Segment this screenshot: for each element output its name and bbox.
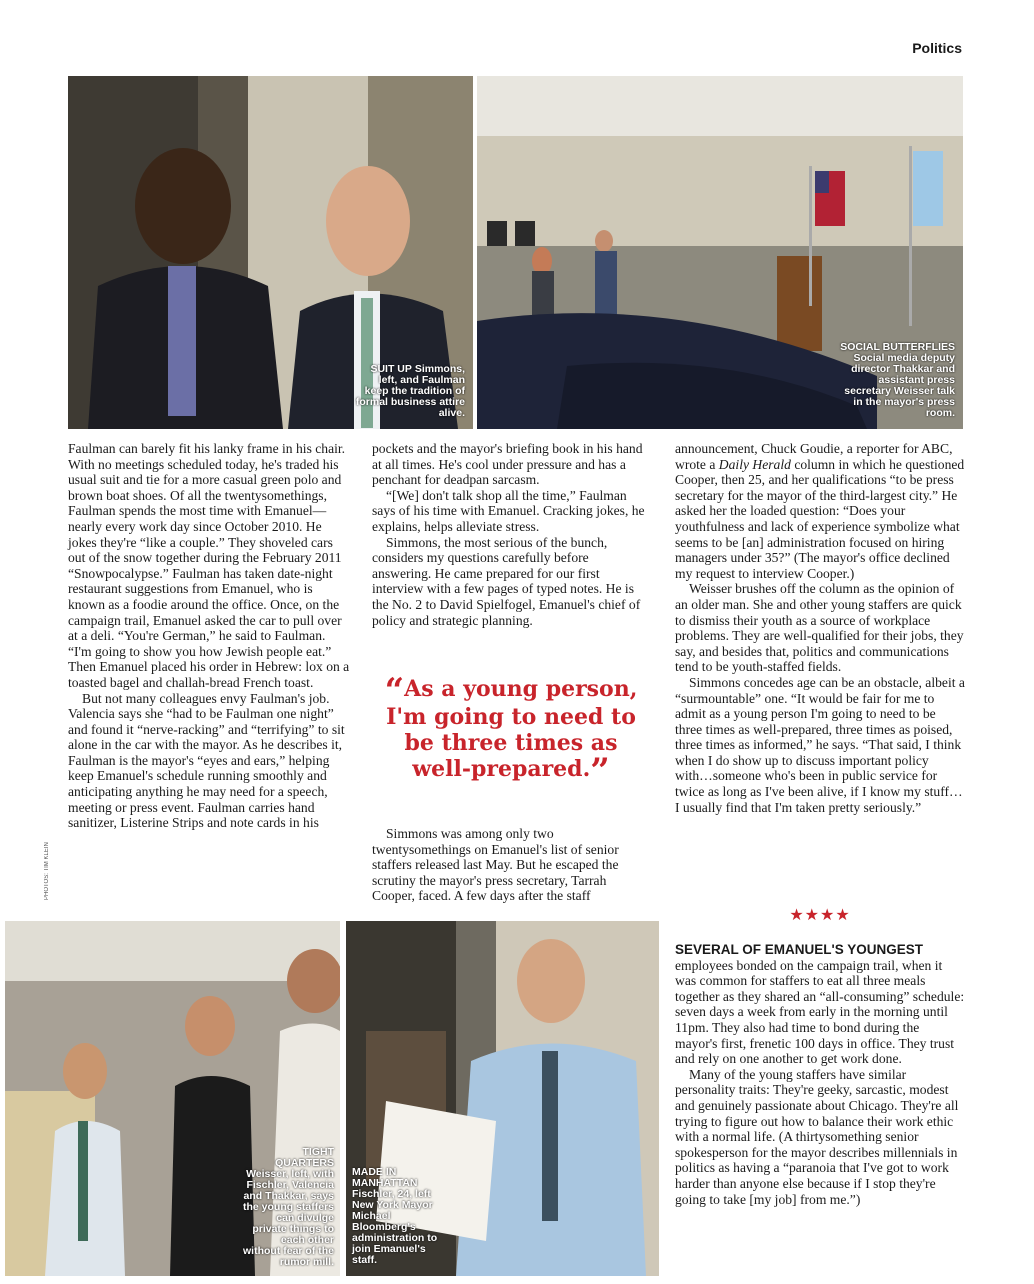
article-column-3-continued (675, 942, 965, 1207)
paragraph: Many of the young staffers have similar personality traits: They're geeky, sarcastic, modest and genuinely passionate about Chicago. They're all trying to figure out how to balance their work ethic with a normal life. (A thirtysomething senior spokesperson for the mayor describes millennials in politics as having a “paranoia that I've got to work harder than anyone else because if I stop they're going to take [my job] from me.”) (675, 1066, 959, 1207)
caption-tight-quarters (242, 1147, 334, 1268)
paragraph: “[We] don't talk shop all the time,” Faulman says of his time with Emanuel. Cracking jokes, he explains, helps alleviate stress. (372, 487, 645, 534)
paragraph (675, 441, 965, 581)
close-quote-mark: ” (590, 751, 610, 791)
text-run: announcement, Chuck Goudie, a reporter for ABC, wrote a (675, 441, 953, 472)
caption-made-in-manhattan (352, 1167, 452, 1266)
pull-quote (372, 671, 650, 791)
caption-title: SOCIAL BUTTERFLIES (840, 341, 955, 353)
paragraph: Simmons was among only two twentysomethings on Emanuel's list of senior staffers released last May. But he escaped the scrutiny the mayor's press secretary, Tarrah Cooper, faced. A few days after the staff (372, 826, 619, 904)
caption-text: Simmons, left, and Faulman keep the tradition of formal business attire alive. (355, 363, 465, 419)
photo-suit-up (68, 76, 473, 429)
caption-social-butterflies (835, 342, 955, 419)
caption-title: MADE IN MANHATTAN (352, 1166, 418, 1189)
caption-suit-up (355, 364, 465, 419)
publication-name: Daily Herald (718, 456, 791, 472)
caption-text: Fischler, 24, left New York Mayor Michael Bloomberg's administration to join Emanuel's staff. (352, 1188, 438, 1266)
subhead: SEVERAL OF EMANUEL'S YOUNGEST (675, 942, 923, 957)
photo-tight-quarters (5, 921, 340, 1276)
caption-text: Social media deputy director Thakkar and assistant press secretary Weisser talk in the mayor's press room. (844, 352, 955, 419)
article-column-2 (372, 441, 650, 628)
article-column-2-continued (372, 826, 650, 904)
paragraph: Simmons, the most serious of the bunch, considers my questions carefully before answering. He came prepared for our first interview with a few pages of typed notes. He is the No. 2 to David Spielfogel, Emanuel's chief of policy and strategic planning. (372, 534, 641, 628)
caption-text: Weisser, left, with Fischler, Valencia and Thakkar, says the young staffers can divulge private things to each other without fear of the rumor mill. (242, 1168, 334, 1268)
article-column-3 (675, 441, 965, 815)
photo-social-butterflies (477, 76, 963, 429)
paragraph: pockets and the mayor's briefing book in his hand at all times. He's cool under pressure and has a penchant for deadpan sarcasm. (372, 441, 643, 488)
paragraph: employees bonded on the campaign trail, when it was common for staffers to eat all three meals together as they shared an “all-consuming” schedule: seven days a week from early in the morning until 11pm. They also had time to bond during the mayor's first, frenetic 100 days in office. They trust and rely on one another to get work done. (675, 957, 965, 1067)
caption-title: SUIT UP (370, 363, 412, 375)
article-column-1 (68, 441, 351, 831)
text-run: column in which he questioned Cooper, then 25, and her qualifications “to be press secretary for the mayor of the third-largest city.” He asked her the loaded question: “Does your youthfulness and lack of experience symbolize what seems to be [an] administration focused on hiring managers under 35?” (The mayor's office declined my request to interview Cooper.) (675, 456, 965, 581)
paragraph: Faulman can barely fit his lanky frame in his chair. With no meetings scheduled today, he's traded his usual suit and tie for a more casual green polo and brown boat shoes. Of all the twentysomethings, Faulman spends the most time with Emanuel—nearly every work day since October 2010. He jokes they're “like a couple.” They shoveled cars out of the snow together during the February 2011 “Snowpocalypse.” Faulman has taken date-night restaurant suggestions from Emanuel, who is known as a foodie around the office. Once, on the campaign trail, Emanuel asked the car to pull over at a deli. “You're German,” he said to Faulman. “I'm going to show you how Jewish people eat.” Then Emanuel placed his order in Hebrew: lox on a toasted bagel and challah-bread French toast. (68, 441, 350, 690)
section-break-stars: ★★★★ (789, 907, 851, 924)
photo-made-in-manhattan (346, 921, 659, 1276)
photo-credit: PHOTOS: TIM KLEIN (44, 842, 50, 900)
paragraph: But not many colleagues envy Faulman's job. Valencia says she “had to be Faulman one night” and found it “nerve-racking” and “terrifying” to sit alone in the car with the mayor. As he describes it, Faulman is the mayor's “eyes and ears,” helping keep Emanuel's schedule running smoothly and anticipating anything he may need for a speech, meeting or press event. Faulman carries hand sanitizer, Listerine Strips and note cards in his (68, 690, 345, 831)
pull-quote-text: As a young person, I'm going to need to be three times as well-prepared. (386, 676, 638, 782)
paragraph: Weisser brushes off the column as the opinion of an older man. She and other young staffers are quick to dismiss their youth as a source of workplace problems. They are well-qualified for their jobs, they say, and besides that, politics and communications tend to be youth-staffed fields. (675, 581, 964, 675)
caption-title: TIGHT QUARTERS (275, 1146, 334, 1169)
paragraph: Simmons concedes age can be an obstacle, albeit a “surmountable” one. “It would be fair for me to admit as a young person I'm going to need to be three times as well-prepared, three times as poised, three times as informed,” he says. “That said, I think when I do show up to discuss important policy with…someone who's been in public service for twice as long as I've been alive, if I know my stuff…I usually find that I'm taken pretty seriously.” (675, 674, 965, 815)
open-quote-mark: “ (384, 671, 405, 711)
section-label: Politics (912, 40, 962, 56)
